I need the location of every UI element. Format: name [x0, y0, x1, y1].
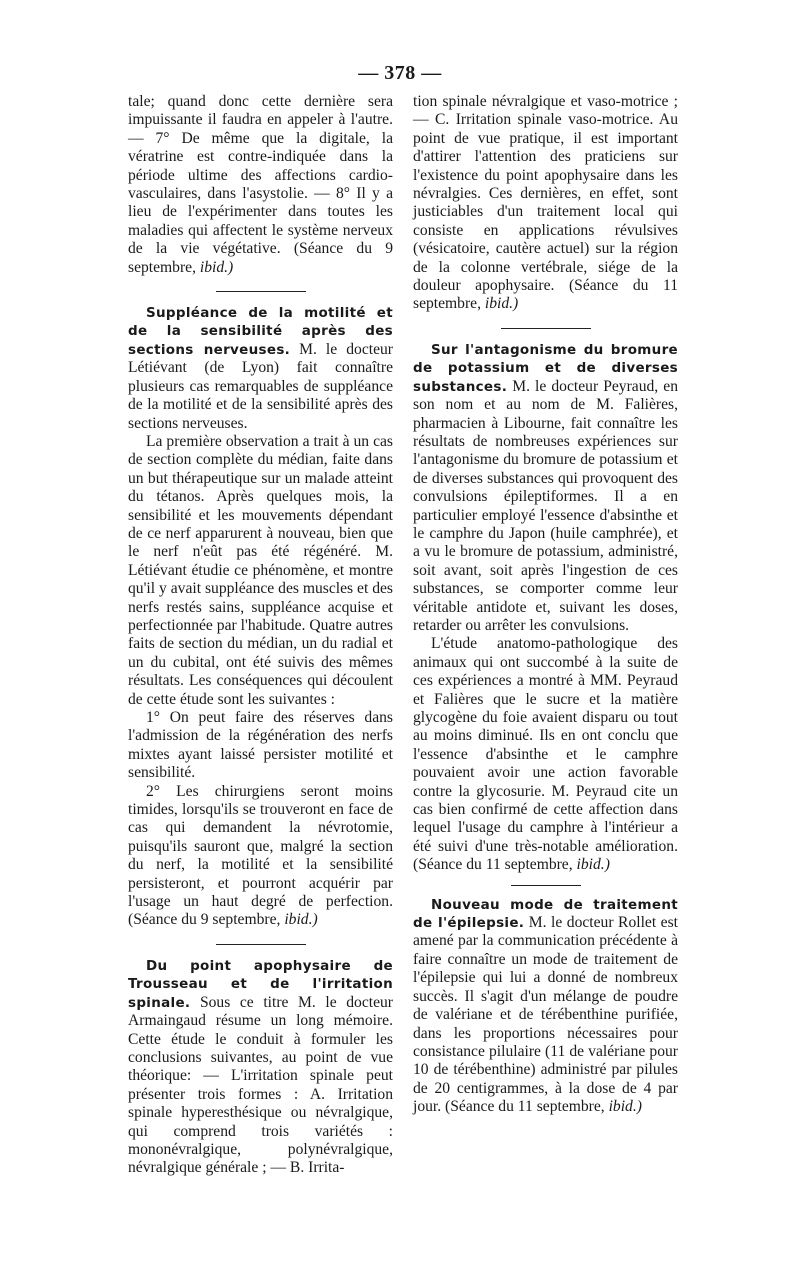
section-heading: Du point apophysaire de Trousseau et de l'irritation spinale.: [128, 957, 393, 1011]
section-divider: [511, 885, 581, 886]
section-divider: [216, 944, 306, 945]
section-heading: Suppléance de la motilité et de la sensibilité après des sections nerveuses.: [128, 305, 393, 358]
section-suppleance: [128, 304, 393, 433]
paragraph-text: tion spinale névralgique et vaso-motrice ; — C. Irritation spinale vaso-motrice. Au point de vue pratique, il est important d'attirer l'attention des praticiens sur l'existence du point apophysaire dans les névralgies. Ces dernières, en effet, sont justiciables d'un traitement local qui consiste en applications révulsives (vésicatoire, cautère actuel) sur la région de la colonne vertébrale, siége de la douleur apophysaire. (Séance du 11 septembre,: [413, 93, 678, 313]
citation-ibid: ibid.): [484, 295, 519, 313]
left-column: [128, 93, 393, 1178]
paragraph-text: 2° Les chirurgiens seront moins timides, lorsqu'ils se trouveront en face de cas qui demandent la névrotomie, puisqu'ils sauront que, malgré la section du nerf, la motilité et la sensibilité persisteront, et pourront acquérir par l'usage un haut degré de perfection. (Séance du 9 septembre,: [128, 782, 393, 929]
paragraph-text: tale; quand donc cette dernière sera impuissante il faudra en appeler à l'autre. — 7° De même que la digitale, la vératrine est contre-indiquée dans la période ultime des affections cardio-vasculaires, dans l'asystolie. — 8° Il y a lieu de l'expérimenter dans toutes les maladies qui affectent le système nerveux de la vie végétative. (Séance du 9 septembre,: [128, 93, 393, 276]
section-epilepsie: [413, 896, 678, 1117]
citation-ibid: ibid.): [199, 258, 234, 276]
page-number: — 378 —: [358, 62, 442, 84]
paragraph: La première observation a trait à un cas de section complète du médian, faite dans un but thérapeutique sur un malade atteint du tétanos. Après quelques mois, la sensibilité et les mouvements dépendant de ce nerf apparurent à nouveau, bien que le nerf n'eût pas été régénéré. M. Létiévant étudie ce phénomène, et montre qu'il y avait suppléance des muscles et des nerfs restés sains, suppléance acquise et perfectionnée par l'habitude. Quatre autres faits de section du médian, un du radial et un du cubital, ont été suivis des mêmes résultats. Les conséquences qui découlent de cette étude sont les suivantes :: [128, 432, 393, 708]
section-text: M. le docteur Peyraud, en son nom et au nom de M. Falières, pharmacien à Libourne, fait connaître les résultats de nombreuses expériences sur l'antagonisme du bromure de potassium et de diverses substances qui provoquent des convulsions épileptiformes. Il a en particulier employé l'essence d'absinthe et le camphre du Japon (huile camphrée), et a vu le bromure de potassium, administré, soit avant, soit après l'ingestion de ces substances, se comporter comme leur véritable antidote et, suivant les doses, retarder ou arrêter les convulsions.: [413, 377, 678, 634]
paragraph-continuation: [413, 93, 678, 314]
citation-ibid: ibid.): [576, 856, 610, 874]
citation-ibid: ibid.): [284, 911, 318, 929]
section-heading: Sur l'antagonisme du bromure de potassium et de diverses substances.: [413, 341, 678, 395]
paragraph: [413, 635, 678, 874]
section-text: Sous ce titre M. le docteur Armaingaud résume un long mémoire. Cette étude le conduit à formuler les conclusions suivantes, au point de vue théorique: — L'irritation spinale peut présenter trois formes : A. Irritation spinale hyperesthésique ou névralgique, qui comprend trois variétés : mononévralgique, polynévralgique, névralgique générale ; — B. Irrita-: [128, 993, 393, 1177]
paragraph-conclusion-1: 1° On peut faire des réserves dans l'admission de la régénération des nerfs mixtes ayant laissé persister motilité et sensibilité.: [128, 709, 393, 782]
citation-ibid: ibid.): [608, 1098, 642, 1116]
section-divider: [501, 328, 591, 329]
paragraph-continuation: [128, 93, 393, 277]
paragraph-text: L'étude anatomo-pathologique des animaux qui ont succombé à la suite de ces expériences a montré à MM. Peyraud et Falières que le sucre et la matière glycogène du foie avaient disparu ou tout au moins diminué. Ils en ont conclu que l'essence d'absinthe et le camphre pouvaient avoir une action favorable contre la glycosurie. M. Peyraud cite un cas bien confirmé de cette affection dans lequel l'usage du camphre à l'intérieur a été suivi d'une très-notable amélioration. (Séance du 11 septembre,: [413, 635, 678, 874]
section-heading: Nouveau mode de traitement de l'épilepsie.: [413, 896, 678, 932]
section-divider: [216, 291, 306, 292]
paragraph-conclusion-2: [128, 783, 393, 930]
section-point-apophysaire: [128, 957, 393, 1178]
section-text: M. le docteur Létiévant (de Lyon) fait connaître plusieurs cas remarquables de suppléance de la motilité et de la sensibilité après des sections nerveuses.: [128, 340, 393, 432]
right-column: [413, 93, 678, 1117]
section-text: M. le docteur Rollet est amené par la communication précédente à faire connaître un mode de traitement de l'épilepsie qui lui a donné de nombreux succès. Il s'agit d'un mélange de poudre de valériane et de térébenthine purifiée, dans les proportions nécessaires pour consistance pilulaire (11 de valériane pour 10 de térébenthine) administré par pilules de 20 centigrammes, à la dose de 4 par jour. (Séance du 11 septembre,: [413, 914, 678, 1116]
section-antagonisme: [413, 341, 678, 636]
